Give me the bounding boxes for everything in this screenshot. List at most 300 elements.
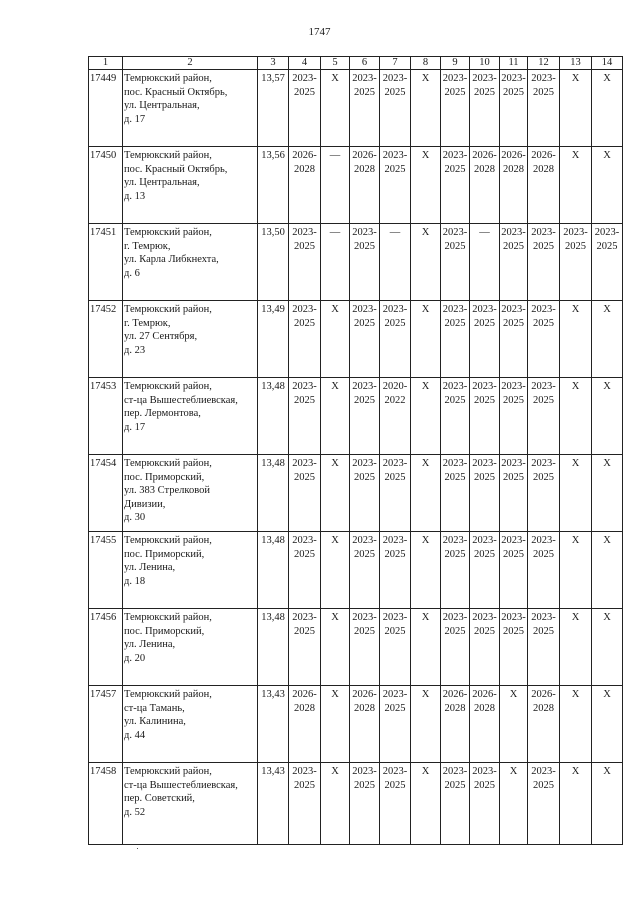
period-cell-col14: X bbox=[592, 378, 623, 455]
period-start: 2023- bbox=[501, 381, 526, 392]
scan-speck bbox=[137, 848, 138, 849]
table-row bbox=[89, 763, 623, 845]
period-cell-col13: X bbox=[560, 763, 592, 845]
period-end: 2025 bbox=[596, 240, 618, 252]
period-start: 2023- bbox=[442, 381, 468, 392]
period-start: 2023- bbox=[352, 535, 377, 546]
period-cell-col12 bbox=[528, 532, 560, 609]
table-row bbox=[89, 70, 623, 147]
period-cell-col6 bbox=[350, 147, 380, 224]
data-table bbox=[88, 56, 623, 845]
period-cell-col10 bbox=[470, 147, 500, 224]
period-cell-col6 bbox=[350, 301, 380, 378]
period-start: 2023- bbox=[352, 381, 377, 392]
period-cell-col7 bbox=[380, 301, 411, 378]
period-start: 2023- bbox=[531, 304, 556, 315]
column-header-5: 5 bbox=[321, 57, 350, 70]
column-header-9: 9 bbox=[441, 57, 470, 70]
period-start: 2023- bbox=[442, 612, 468, 623]
period-end: 2025 bbox=[533, 394, 554, 406]
period-cell-col4 bbox=[289, 70, 321, 147]
period-cell-col4 bbox=[289, 763, 321, 845]
period-end: 2025 bbox=[474, 394, 495, 406]
address-line: Темрюкский район, bbox=[124, 535, 212, 546]
period-cell-col12 bbox=[528, 609, 560, 686]
period-cell-col14: X bbox=[592, 532, 623, 609]
column-header-14: 14 bbox=[592, 57, 623, 70]
address-line: д. 17 bbox=[124, 113, 146, 125]
period-end: 2028 bbox=[354, 702, 375, 714]
period-end: 2025 bbox=[533, 779, 554, 791]
period-end: 2025 bbox=[474, 779, 495, 791]
column-header-11: 11 bbox=[500, 57, 528, 70]
period-start: 2023- bbox=[292, 612, 317, 623]
period-cell-col7 bbox=[380, 147, 411, 224]
address-line: ул. Центральная, bbox=[124, 177, 200, 188]
address-line: ст-ца Тамань, bbox=[124, 702, 185, 714]
value-cell: 13,48 bbox=[258, 532, 289, 609]
address-line: д. 13 bbox=[124, 190, 146, 202]
period-cell-col13: X bbox=[560, 609, 592, 686]
table-row bbox=[89, 455, 623, 532]
address-line: ст-ца Вышестеблиевская, bbox=[124, 779, 238, 791]
period-start: 2023- bbox=[501, 535, 526, 546]
address-line: ул. Карла Либкнехта, bbox=[124, 254, 219, 265]
period-cell-col9 bbox=[441, 455, 470, 532]
address-line: д. 44 bbox=[124, 729, 146, 741]
period-end: 2025 bbox=[294, 317, 315, 329]
period-cell-col8: X bbox=[411, 609, 441, 686]
period-end: 2025 bbox=[354, 317, 375, 329]
period-cell-col9 bbox=[441, 378, 470, 455]
address-cell bbox=[123, 224, 258, 301]
period-end: 2028 bbox=[533, 163, 554, 175]
period-cell-col11 bbox=[500, 532, 528, 609]
page-number: 1747 bbox=[308, 26, 331, 38]
period-start: 2023- bbox=[352, 227, 377, 238]
address-line: ст-ца Вышестеблиевская, bbox=[124, 394, 238, 406]
period-cell-col9 bbox=[441, 609, 470, 686]
value-cell: 13,43 bbox=[258, 686, 289, 763]
period-cell-col6 bbox=[350, 763, 380, 845]
period-cell-col14: X bbox=[592, 455, 623, 532]
address-line: пос. Приморский, bbox=[124, 625, 205, 637]
period-end: 2025 bbox=[503, 625, 524, 637]
row-number: 17454 bbox=[89, 455, 123, 532]
period-cell-col10 bbox=[470, 301, 500, 378]
period-start: 2023- bbox=[531, 227, 556, 238]
period-cell-col7 bbox=[380, 609, 411, 686]
table-row bbox=[89, 686, 623, 763]
period-cell-col5: X bbox=[321, 378, 350, 455]
period-start: 2023- bbox=[442, 304, 468, 315]
period-cell-col12 bbox=[528, 224, 560, 301]
period-end: 2025 bbox=[354, 240, 375, 252]
period-cell-col8: X bbox=[411, 455, 441, 532]
row-number: 17449 bbox=[89, 70, 123, 147]
period-cell-col10 bbox=[470, 455, 500, 532]
period-cell-col9 bbox=[441, 147, 470, 224]
period-end: 2025 bbox=[503, 86, 524, 98]
address-line: Темрюкский район, bbox=[124, 73, 212, 84]
period-end: 2025 bbox=[384, 86, 406, 98]
period-cell-col13: X bbox=[560, 147, 592, 224]
period-start: 2026- bbox=[531, 150, 556, 161]
period-cell-col8: X bbox=[411, 686, 441, 763]
address-line: Темрюкский район, bbox=[124, 381, 212, 392]
period-end: 2025 bbox=[354, 394, 375, 406]
address-line: ул. Центральная, bbox=[124, 100, 200, 111]
period-end: 2025 bbox=[444, 471, 466, 483]
period-end: 2025 bbox=[474, 317, 495, 329]
period-cell-col5: X bbox=[321, 609, 350, 686]
period-cell-col6 bbox=[350, 532, 380, 609]
period-end: 2025 bbox=[294, 394, 315, 406]
value-cell: 13,48 bbox=[258, 609, 289, 686]
period-end: 2025 bbox=[533, 240, 554, 252]
row-number: 17455 bbox=[89, 532, 123, 609]
period-end: 2025 bbox=[354, 86, 375, 98]
period-cell-col6 bbox=[350, 70, 380, 147]
period-start: 2023- bbox=[501, 304, 526, 315]
period-cell-col13: X bbox=[560, 686, 592, 763]
address-line: пер. Лермонтова, bbox=[124, 408, 201, 419]
period-start: 2023- bbox=[382, 458, 408, 469]
period-start: 2023- bbox=[292, 227, 317, 238]
period-cell-col13: X bbox=[560, 70, 592, 147]
period-start: 2026- bbox=[292, 150, 317, 161]
period-start: 2023- bbox=[352, 612, 377, 623]
period-cell-col10 bbox=[470, 686, 500, 763]
period-cell-col5: X bbox=[321, 763, 350, 845]
period-cell-col9 bbox=[441, 301, 470, 378]
period-end: 2025 bbox=[533, 548, 554, 560]
period-end: 2025 bbox=[474, 625, 495, 637]
column-header-12: 12 bbox=[528, 57, 560, 70]
period-end: 2025 bbox=[384, 317, 406, 329]
period-end: 2025 bbox=[354, 471, 375, 483]
period-start: 2023- bbox=[382, 73, 408, 84]
table-row bbox=[89, 147, 623, 224]
period-cell-col5: X bbox=[321, 301, 350, 378]
period-cell-col6 bbox=[350, 455, 380, 532]
address-line: пос. Красный Октябрь, bbox=[124, 86, 228, 98]
period-cell-col12 bbox=[528, 147, 560, 224]
row-number: 17457 bbox=[89, 686, 123, 763]
period-start: 2023- bbox=[442, 227, 468, 238]
period-cell-col11 bbox=[500, 609, 528, 686]
period-cell-col9 bbox=[441, 686, 470, 763]
period-start: 2023- bbox=[292, 766, 317, 777]
address-cell bbox=[123, 532, 258, 609]
address-line: Темрюкский район, bbox=[124, 612, 212, 623]
period-start: 2023- bbox=[472, 612, 497, 623]
period-cell-col10 bbox=[470, 763, 500, 845]
period-end: 2025 bbox=[503, 548, 524, 560]
period-end: 2025 bbox=[294, 779, 315, 791]
period-cell-col7: — bbox=[380, 224, 411, 301]
period-start: 2026- bbox=[531, 689, 556, 700]
period-end: 2025 bbox=[384, 471, 406, 483]
address-line: д. 17 bbox=[124, 421, 146, 433]
period-end: 2028 bbox=[444, 702, 466, 714]
period-start: 2023- bbox=[531, 612, 556, 623]
period-cell-col12 bbox=[528, 686, 560, 763]
period-cell-col7 bbox=[380, 378, 411, 455]
period-cell-col9 bbox=[441, 532, 470, 609]
period-start: 2023- bbox=[382, 612, 408, 623]
column-header-3: 3 bbox=[258, 57, 289, 70]
period-cell-col13: X bbox=[560, 532, 592, 609]
period-cell-col10 bbox=[470, 609, 500, 686]
period-start: 2023- bbox=[472, 381, 497, 392]
period-start: 2026- bbox=[352, 689, 377, 700]
period-end: 2025 bbox=[533, 471, 554, 483]
period-cell-col11 bbox=[500, 70, 528, 147]
period-end: 2025 bbox=[533, 317, 554, 329]
period-end: 2025 bbox=[384, 625, 406, 637]
period-cell-col8: X bbox=[411, 378, 441, 455]
row-number: 17458 bbox=[89, 763, 123, 845]
period-cell-col4 bbox=[289, 147, 321, 224]
address-cell bbox=[123, 301, 258, 378]
period-start: 2023- bbox=[352, 458, 377, 469]
period-end: 2025 bbox=[503, 317, 524, 329]
period-cell-col14 bbox=[592, 224, 623, 301]
period-end: 2025 bbox=[444, 240, 466, 252]
period-cell-col6 bbox=[350, 224, 380, 301]
period-start: 2023- bbox=[382, 150, 408, 161]
value-cell: 13,48 bbox=[258, 378, 289, 455]
period-start: 2023- bbox=[594, 227, 620, 238]
period-end: 2025 bbox=[354, 548, 375, 560]
period-end: 2028 bbox=[294, 163, 315, 175]
period-cell-col8: X bbox=[411, 301, 441, 378]
address-line: Темрюкский район, bbox=[124, 304, 212, 315]
period-cell-col4 bbox=[289, 378, 321, 455]
column-header-2: 2 bbox=[123, 57, 258, 70]
period-cell-col8: X bbox=[411, 532, 441, 609]
address-cell bbox=[123, 70, 258, 147]
row-number: 17450 bbox=[89, 147, 123, 224]
period-cell-col4 bbox=[289, 455, 321, 532]
period-end: 2028 bbox=[474, 702, 495, 714]
period-cell-col5: X bbox=[321, 686, 350, 763]
period-start: 2023- bbox=[352, 73, 377, 84]
period-start: 2023- bbox=[472, 304, 497, 315]
period-end: 2025 bbox=[444, 317, 466, 329]
period-cell-col8: X bbox=[411, 763, 441, 845]
address-line: ул. 27 Сентября, bbox=[124, 331, 198, 342]
address-line: Темрюкский район, bbox=[124, 689, 212, 700]
value-cell: 13,57 bbox=[258, 70, 289, 147]
period-end: 2028 bbox=[503, 163, 524, 175]
period-start: 2026- bbox=[352, 150, 377, 161]
period-cell-col7 bbox=[380, 686, 411, 763]
period-cell-col4 bbox=[289, 224, 321, 301]
address-line: пос. Приморский, bbox=[124, 548, 205, 560]
period-cell-col11 bbox=[500, 455, 528, 532]
period-cell-col5: X bbox=[321, 70, 350, 147]
period-cell-col8: X bbox=[411, 70, 441, 147]
period-end: 2025 bbox=[384, 702, 406, 714]
period-start: 2026- bbox=[501, 150, 526, 161]
period-start: 2023- bbox=[352, 304, 377, 315]
header-row bbox=[89, 57, 623, 70]
period-cell-col4 bbox=[289, 532, 321, 609]
period-cell-col9 bbox=[441, 763, 470, 845]
address-line: Темрюкский район, bbox=[124, 766, 212, 777]
period-end: 2025 bbox=[294, 625, 315, 637]
address-line: пос. Приморский, bbox=[124, 471, 205, 483]
period-start: 2023- bbox=[382, 689, 408, 700]
address-line: ул. Ленина, bbox=[124, 639, 176, 650]
row-number: 17453 bbox=[89, 378, 123, 455]
period-end: 2025 bbox=[294, 86, 315, 98]
period-cell-col14: X bbox=[592, 609, 623, 686]
period-cell-col7 bbox=[380, 70, 411, 147]
value-cell: 13,43 bbox=[258, 763, 289, 845]
value-cell: 13,50 bbox=[258, 224, 289, 301]
period-cell-col13 bbox=[560, 224, 592, 301]
address-line: пер. Советский, bbox=[124, 793, 195, 804]
period-end: 2028 bbox=[294, 702, 315, 714]
period-start: 2023- bbox=[292, 458, 317, 469]
address-line: пос. Красный Октябрь, bbox=[124, 163, 228, 175]
value-cell: 13,48 bbox=[258, 455, 289, 532]
period-cell-col14: X bbox=[592, 301, 623, 378]
period-start: 2020- bbox=[382, 381, 408, 392]
period-start: 2023- bbox=[442, 458, 468, 469]
address-line: д. 6 bbox=[124, 267, 140, 279]
period-start: 2023- bbox=[442, 535, 468, 546]
period-end: 2025 bbox=[444, 394, 466, 406]
period-end: 2025 bbox=[354, 625, 375, 637]
period-end: 2025 bbox=[503, 471, 524, 483]
period-cell-col10: — bbox=[470, 224, 500, 301]
period-cell-col12 bbox=[528, 455, 560, 532]
period-end: 2025 bbox=[533, 625, 554, 637]
period-start: 2023- bbox=[472, 73, 497, 84]
address-line: Темрюкский район, bbox=[124, 150, 212, 161]
period-start: 2023- bbox=[292, 304, 317, 315]
period-end: 2025 bbox=[444, 163, 466, 175]
period-start: 2026- bbox=[292, 689, 317, 700]
address-line: г. Темрюк, bbox=[124, 317, 171, 329]
period-cell-col11: X bbox=[500, 763, 528, 845]
period-cell-col11 bbox=[500, 301, 528, 378]
period-start: 2023- bbox=[472, 535, 497, 546]
period-cell-col7 bbox=[380, 532, 411, 609]
period-start: 2023- bbox=[472, 766, 497, 777]
column-header-10: 10 bbox=[470, 57, 500, 70]
address-line: Темрюкский район, bbox=[124, 458, 212, 469]
period-end: 2025 bbox=[444, 779, 466, 791]
row-number: 17451 bbox=[89, 224, 123, 301]
address-line: д. 23 bbox=[124, 344, 146, 356]
column-header-8: 8 bbox=[411, 57, 441, 70]
period-start: 2023- bbox=[442, 73, 468, 84]
period-cell-col13: X bbox=[560, 455, 592, 532]
table-row bbox=[89, 301, 623, 378]
address-line: Дивизии, bbox=[124, 498, 166, 510]
period-start: 2023- bbox=[292, 73, 317, 84]
address-line: д. 18 bbox=[124, 575, 146, 587]
period-cell-col14: X bbox=[592, 147, 623, 224]
period-start: 2023- bbox=[531, 73, 556, 84]
period-start: 2026- bbox=[472, 150, 497, 161]
period-cell-col14: X bbox=[592, 763, 623, 845]
address-line: ул. Ленина, bbox=[124, 562, 176, 573]
period-cell-col4 bbox=[289, 301, 321, 378]
period-cell-col13: X bbox=[560, 301, 592, 378]
period-cell-col14: X bbox=[592, 686, 623, 763]
period-cell-col9 bbox=[441, 70, 470, 147]
period-cell-col8: X bbox=[411, 147, 441, 224]
table-row bbox=[89, 609, 623, 686]
address-line: Темрюкский район, bbox=[124, 227, 212, 238]
period-start: 2023- bbox=[501, 227, 526, 238]
period-end: 2025 bbox=[294, 240, 315, 252]
period-cell-col11: X bbox=[500, 686, 528, 763]
period-end: 2025 bbox=[565, 240, 586, 252]
period-cell-col11 bbox=[500, 378, 528, 455]
period-start: 2026- bbox=[442, 689, 468, 700]
period-cell-col7 bbox=[380, 763, 411, 845]
period-cell-col5: — bbox=[321, 224, 350, 301]
value-cell: 13,56 bbox=[258, 147, 289, 224]
period-cell-col12 bbox=[528, 70, 560, 147]
address-line: ул. 383 Стрелковой bbox=[124, 485, 210, 496]
period-end: 2025 bbox=[503, 240, 524, 252]
period-cell-col12 bbox=[528, 763, 560, 845]
address-line: д. 52 bbox=[124, 806, 146, 818]
period-cell-col13: X bbox=[560, 378, 592, 455]
column-header-7: 7 bbox=[380, 57, 411, 70]
period-start: 2023- bbox=[382, 304, 408, 315]
period-start: 2023- bbox=[292, 381, 317, 392]
address-line: ул. Калинина, bbox=[124, 716, 186, 727]
period-cell-col8: X bbox=[411, 224, 441, 301]
period-end: 2025 bbox=[444, 625, 466, 637]
period-end: 2025 bbox=[384, 779, 406, 791]
period-cell-col10 bbox=[470, 70, 500, 147]
period-cell-col11 bbox=[500, 147, 528, 224]
address-cell bbox=[123, 763, 258, 845]
period-end: 2025 bbox=[294, 548, 315, 560]
period-start: 2023- bbox=[442, 766, 468, 777]
column-header-6: 6 bbox=[350, 57, 380, 70]
period-cell-col10 bbox=[470, 378, 500, 455]
period-start: 2023- bbox=[563, 227, 588, 238]
period-cell-col4 bbox=[289, 609, 321, 686]
period-end: 2025 bbox=[474, 471, 495, 483]
address-cell bbox=[123, 686, 258, 763]
period-end: 2025 bbox=[384, 548, 406, 560]
value-cell: 13,49 bbox=[258, 301, 289, 378]
table-row bbox=[89, 224, 623, 301]
address-cell bbox=[123, 378, 258, 455]
period-start: 2023- bbox=[352, 766, 377, 777]
period-end: 2028 bbox=[474, 163, 495, 175]
address-line: д. 30 bbox=[124, 512, 146, 523]
period-cell-col6 bbox=[350, 378, 380, 455]
table-row bbox=[89, 378, 623, 455]
period-cell-col10 bbox=[470, 532, 500, 609]
row-number: 17452 bbox=[89, 301, 123, 378]
period-end: 2025 bbox=[384, 163, 406, 175]
period-end: 2025 bbox=[294, 471, 315, 483]
